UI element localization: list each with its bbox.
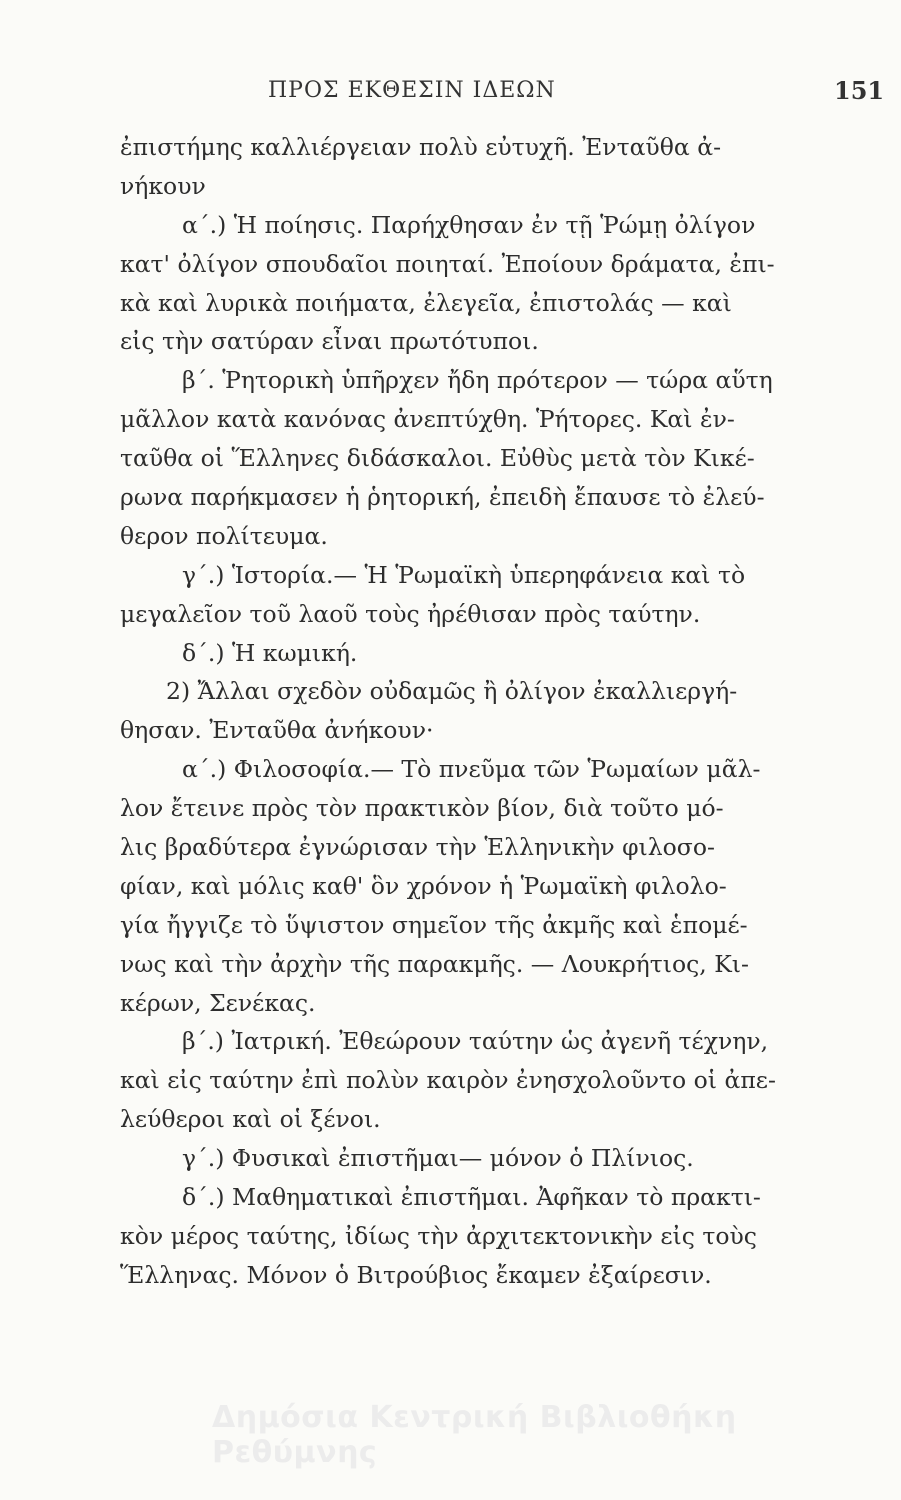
- text-line: λον ἔτεινε πρὸς τὸν πρακτικὸν βίον, διὰ τοῦτο μό-: [120, 794, 724, 823]
- text-line: θερον πολίτευμα.: [120, 521, 328, 550]
- text-line: κὸν μέρος ταύτης, ἰδίως τὴν ἀρχιτεκτονικὴν εἰς τοὺς: [120, 1221, 757, 1250]
- text-line: κέρων, Σενέκας.: [120, 988, 316, 1017]
- text-line: γ΄.) Ἱστορία.— Ἡ Ῥωμαϊκὴ ὑπερηφάνεια καὶ τὸ: [182, 560, 746, 589]
- text-line: δ΄.) Ἡ κωμική.: [182, 638, 358, 667]
- running-title: ΠΡΟΣ ΕΚΘΕΣΙΝ ΙΔΕΩΝ: [268, 78, 556, 103]
- text-line: ἐπιστήμης καλλιέργειαν πολὺ εὐτυχῆ. Ἐνταῦθα ἀ-: [120, 133, 722, 161]
- text-line: νήκουν: [120, 171, 206, 200]
- text-line: φίαν, καὶ μόλις καθ' ὃν χρόνον ἡ Ῥωμαϊκὴ φιλολο-: [120, 871, 727, 900]
- text-line: κατ' ὀλίγον σπουδαῖοι ποιηταί. Ἐποίουν δράματα, ἐπι-: [120, 249, 775, 278]
- text-line: γ΄.) Φυσικαὶ ἐπιστῆμαι— μόνον ὁ Πλίνιος.: [182, 1144, 694, 1173]
- text-line: γία ἤγγιζε τὸ ὕψιστον σημεῖον τῆς ἀκμῆς καὶ ἑπομέ-: [120, 910, 748, 939]
- text-line: μεγαλεῖον τοῦ λαοῦ τοὺς ἠρέθισαν πρὸς ταύτην.: [120, 599, 701, 628]
- text-line: δ΄.) Μαθηματικαὶ ἐπιστῆμαι. Ἀφῆκαν τὸ πρακτι-: [182, 1183, 761, 1212]
- page-number: 151: [834, 76, 885, 105]
- text-line: β΄.) Ἰατρική. Ἐθεώρουν ταύτην ὡς ἀγενῆ τέχνην,: [182, 1027, 769, 1056]
- text-line: 2) Ἄλλαι σχεδὸν οὐδαμῶς ἢ ὀλίγον ἐκαλλιεργή-: [166, 677, 738, 706]
- text-line: θησαν. Ἐνταῦθα ἀνήκουν·: [120, 716, 434, 745]
- text-line: β΄. Ῥητορικὴ ὑπῆρχεν ἤδη πρότερον — τώρα αὕτη: [182, 366, 773, 395]
- text-line: Ἕλληνας. Μόνον ὁ Βιτρούβιος ἔκαμεν ἐξαίρεσιν.: [120, 1260, 712, 1289]
- text-line: ρωνα παρήκμασεν ἡ ῥητορική, ἐπειδὴ ἔπαυσε τὸ ἐλεύ-: [120, 483, 765, 512]
- text-line: καὶ εἰς ταύτην ἐπὶ πολὺν καιρὸν ἐνησχολοῦντο οἱ ἀπε-: [120, 1066, 776, 1095]
- text-line: εἰς τὴν σατύραν εἶναι πρωτότυποι.: [120, 327, 539, 356]
- text-line: α΄.) Φιλοσοφία.— Τὸ πνεῦμα τῶν Ῥωμαίων μᾶλ-: [182, 755, 761, 784]
- page-header: [0, 78, 901, 112]
- text-line: νως καὶ τὴν ἀρχὴν τῆς παρακμῆς. — Λουκρήτιος, Κι-: [120, 949, 749, 978]
- text-line: μᾶλλον κατὰ κανόνας ἀνεπτύχθη. Ῥήτορες. Καὶ ἐν-: [120, 405, 735, 434]
- text-line: λεύθεροι καὶ οἱ ξένοι.: [120, 1105, 381, 1134]
- body-text: [120, 128, 800, 1295]
- text-line: α΄.) Ἡ ποίησις. Παρήχθησαν ἐν τῇ Ῥώμῃ ὀλίγον: [182, 210, 756, 239]
- text-line: λις βραδύτερα ἐγνώρισαν τὴν Ἑλληνικὴν φιλοσο-: [120, 833, 715, 862]
- text-line: κὰ καὶ λυρικὰ ποιήματα, ἐλεγεῖα, ἐπιστολάς — καὶ: [120, 288, 732, 317]
- library-watermark: Δημόσια Κεντρική Βιβλιοθήκη Ρεθύμνης: [212, 1400, 737, 1470]
- text-line: ταῦθα οἱ Ἕλληνες διδάσκαλοι. Εὐθὺς μετὰ τὸν Κικέ-: [120, 444, 755, 473]
